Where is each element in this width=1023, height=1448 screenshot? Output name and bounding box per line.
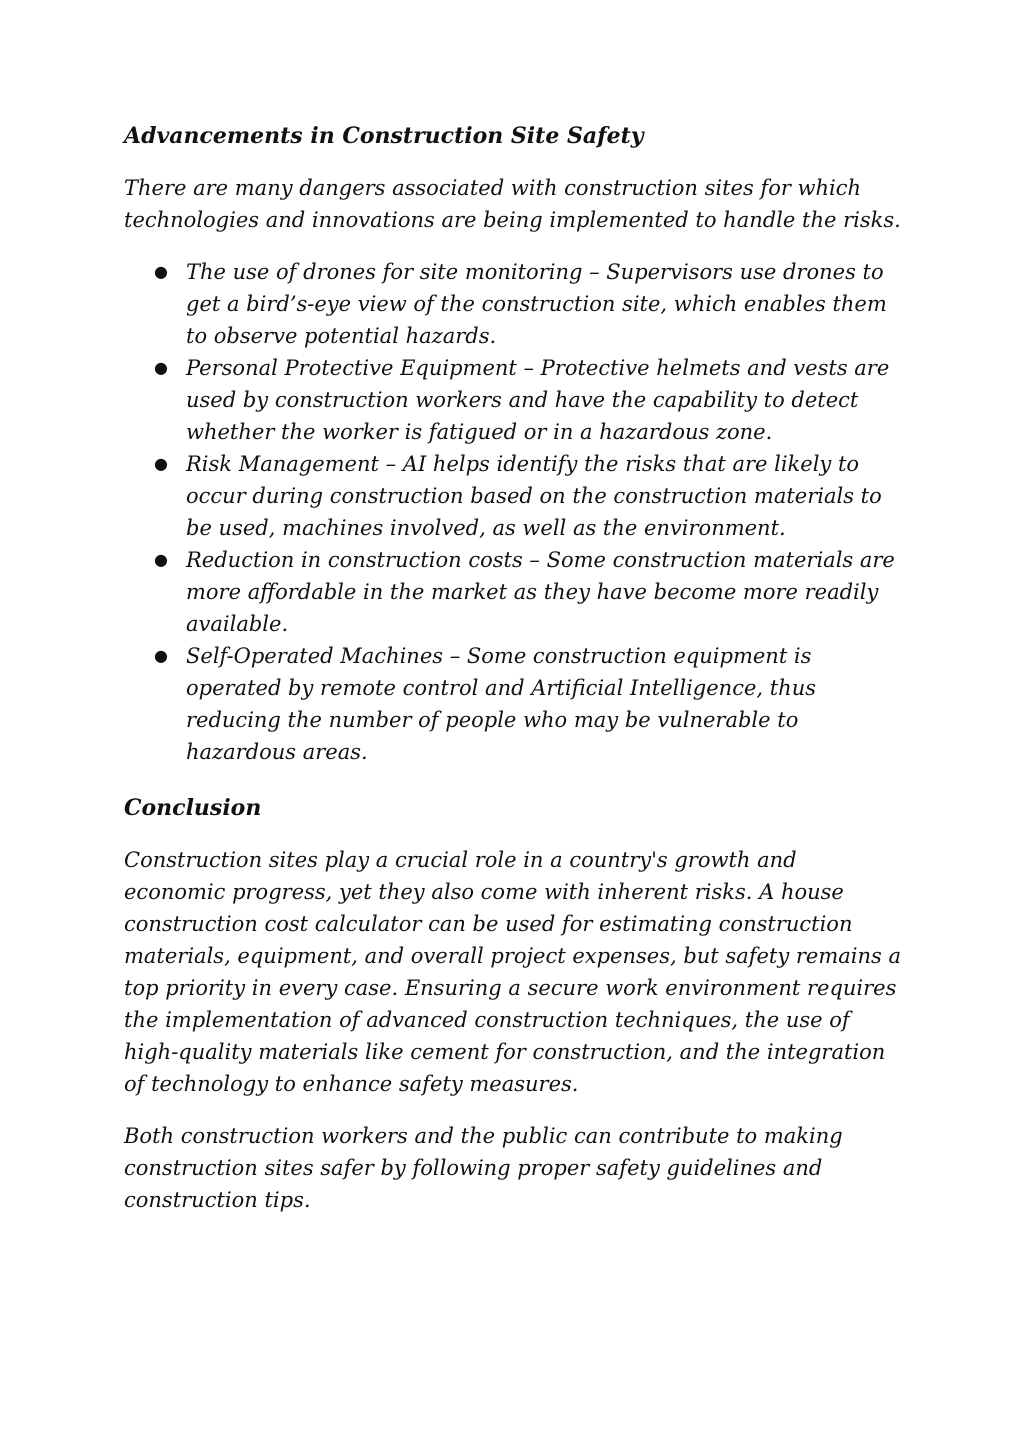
bullet-icon: ● [154,646,168,665]
intro-paragraph: There are many dangers associated with construction sites for which technologies and innovations are being implemented to handle the risks. [124,176,901,232]
section-heading: Advancements in Construction Site Safety [124,123,644,149]
list-item [124,544,904,640]
bullet-icon: ● [154,262,168,281]
closing-paragraph: Both construction workers and the public can contribute to making construction sites safer by following proper safety guidelines and construction tips. [124,1124,843,1212]
safety-bullet-list [124,256,904,768]
list-item [124,640,904,768]
bullet-icon: ● [154,550,168,569]
conclusion-heading: Conclusion [124,795,262,821]
document-body [124,120,904,1236]
list-item-text: Self-Operated Machines – Some construction equipment is operated by remote control and Artificial Intelligence, thus reducing the number of people who may be vulnerable to hazardous areas. [186,644,816,764]
list-item-text: Personal Protective Equipment – Protective helmets and vests are used by construction workers and have the capability to detect whether the worker is fatigued or in a hazardous zone. [186,356,890,444]
list-item [124,256,904,352]
list-item [124,352,904,448]
conclusion-paragraph: Construction sites play a crucial role in a country's growth and economic progress, yet they also come with inherent risks. A house construction cost calculator can be used for estimating construction materials, equipment, and overall project expenses, but safety remains a top priority in every case. Ensuring a secure work environment requires the implementation of advanced construction techniques, the use of high-quality materials like cement for construction, and the integration of technology to enhance safety measures. [124,848,901,1096]
bullet-icon: ● [154,454,168,473]
list-item-text: The use of drones for site monitoring – Supervisors use drones to get a bird’s-eye view of the construction site, which enables them to observe potential hazards. [186,260,887,348]
list-item-text: Reduction in construction costs – Some construction materials are more affordable in the market as they have become more readily available. [186,548,895,636]
list-item [124,448,904,544]
bullet-icon: ● [154,358,168,377]
list-item-text: Risk Management – AI helps identify the risks that are likely to occur during construction based on the construction materials to be used, machines involved, as well as the environment. [186,452,882,540]
